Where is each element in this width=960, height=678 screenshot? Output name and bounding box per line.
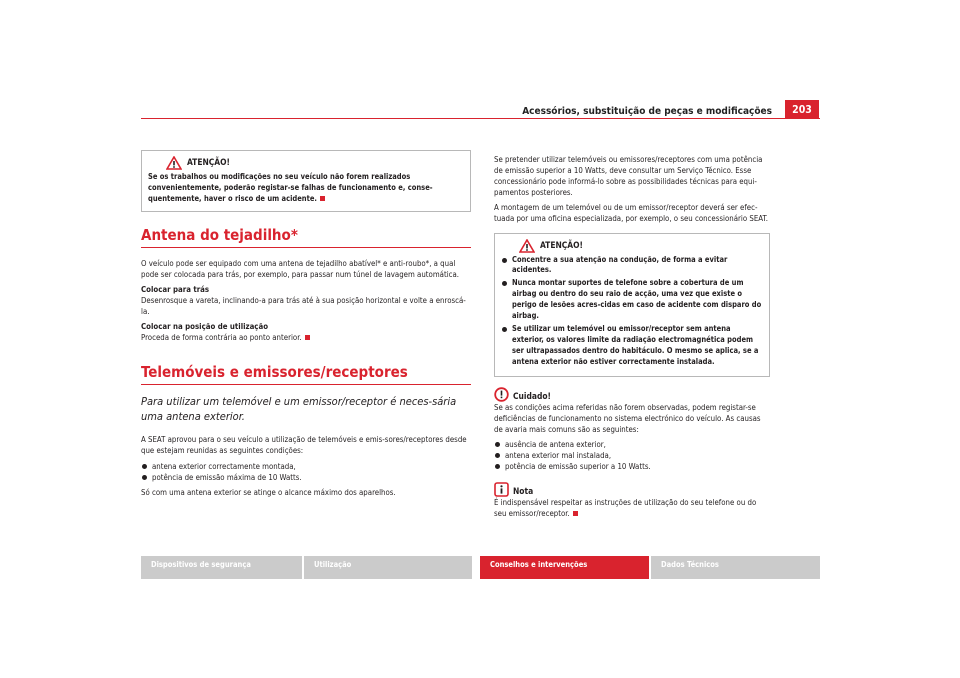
antenna-text2: Proceda de forma contrária ao ponto anterior. bbox=[141, 332, 471, 343]
page-number: 203 bbox=[785, 100, 819, 119]
footer-tab-advice[interactable]: Conselhos e intervenções bbox=[480, 556, 649, 579]
end-marker bbox=[573, 511, 578, 516]
header-rule bbox=[141, 118, 820, 119]
list-item: antena exterior correctamente montada, bbox=[141, 461, 471, 472]
antenna-sub2: Colocar na posição de utilização bbox=[141, 322, 269, 332]
list-item: Concentre a sua atenção na condução, de forma a evitar acidentes. bbox=[501, 255, 763, 277]
footer-tab-technical-data[interactable]: Dados Técnicos bbox=[651, 556, 820, 579]
warning-header bbox=[148, 156, 464, 170]
phones-outro: Só com uma antena exterior se atinge o alcance máximo dos aparelhos. bbox=[141, 487, 396, 497]
phones-intro: A SEAT aprovou para o seu veículo a utilização de telemóveis e emis-sores/receptores desde que estejam reunidas as seguintes condições: bbox=[141, 435, 467, 456]
note-text: É indispensável respeitar as instruções de utilização do seu telefone ou do seu emissor/receptor. bbox=[494, 498, 757, 519]
list-item: antena exterior mal instalada, bbox=[494, 450, 770, 461]
note-header bbox=[494, 482, 770, 497]
list-item: ausência de antena exterior, bbox=[494, 439, 770, 450]
caution-icon bbox=[494, 387, 509, 402]
end-marker bbox=[305, 335, 310, 340]
caution-title: Cuidado! bbox=[513, 390, 551, 401]
warning-triangle-icon bbox=[519, 239, 535, 253]
antenna-text1: Desenrosque a vareta, inclinando-a para trás até à sua posição horizontal e volte a enroscá-la. bbox=[141, 296, 466, 317]
left-column bbox=[141, 150, 471, 502]
warning-box-2 bbox=[494, 233, 770, 377]
right-column bbox=[494, 154, 770, 523]
antenna-heading: Antena do tejadilho* bbox=[141, 226, 471, 248]
right-paragraph-1: Se pretender utilizar telemóveis ou emissores/receptores com uma potência de emissão superior a 10 Watts, deve consultar um Serviço Técnico. Esse concessionário pode informá-lo sobre as possibilidades técnicas para equi-pamentos posteriores. bbox=[494, 155, 763, 198]
warning-title: ATENÇÃO! bbox=[540, 240, 583, 251]
antenna-intro: O veículo pode ser equipado com uma antena de tejadilho abatível* e anti-roubo*, a qual pode ser colocada para trás, por exemplo, para passar num túnel de lavagem automática. bbox=[141, 258, 460, 279]
list-item: Se utilizar um telemóvel ou emissor/receptor sem antena exterior, os valores limite da radiação electromagnética podem ser ultrapassados dentro do habitáculo. O mesmo se aplica, se a antena exterior não estiver correctamente instalada. bbox=[501, 324, 763, 368]
caution-text: Se as condições acima referidas não forem observadas, podem registar-se deficiências de funcionamento no sistema electrónico do veículo. As causas de avaria mais comuns são as seguintes: bbox=[494, 402, 761, 434]
warning-list bbox=[501, 255, 763, 368]
warning-title: ATENÇÃO! bbox=[187, 157, 230, 168]
phones-heading: Telemóveis e emissores/receptores bbox=[141, 363, 471, 385]
header-title: Acessórios, substituição de peças e modificações bbox=[522, 106, 772, 117]
phones-lead: Para utilizar um telemóvel e um emissor/receptor é neces-sária uma antena exterior. bbox=[141, 395, 457, 423]
antenna-sub1: Colocar para trás bbox=[141, 284, 210, 294]
warning-box bbox=[141, 150, 471, 212]
phones-conditions-list bbox=[141, 461, 471, 483]
warning-triangle-icon bbox=[166, 156, 182, 170]
list-item: potência de emissão superior a 10 Watts. bbox=[494, 461, 770, 472]
warning-text: Se os trabalhos ou modificações no seu veículo não forem realizados convenientemente, poderão registar-se falhas de funcionamento e, conse-quentemente, haver o risco de um acidente. bbox=[148, 172, 433, 203]
right-paragraph-2: A montagem de um telemóvel ou de um emissor/receptor deverá ser efec-tuada por uma oficina especializada, por exemplo, o seu concessionário SEAT. bbox=[494, 203, 769, 224]
note-icon bbox=[494, 482, 509, 497]
footer-tab-usage[interactable]: Utilização bbox=[304, 556, 472, 579]
end-marker bbox=[320, 196, 325, 201]
list-item: potência de emissão máxima de 10 Watts. bbox=[141, 472, 471, 483]
footer-tab-safety[interactable]: Dispositivos de segurança bbox=[141, 556, 302, 579]
list-item: Nunca montar suportes de telefone sobre a cobertura de um airbag ou dentro do seu raio de acção, uma vez que existe o perigo de lesões acres-cidas em caso de acidente com disparo do airbag. bbox=[501, 278, 763, 322]
caution-list bbox=[494, 439, 770, 472]
note-title: Nota bbox=[513, 486, 534, 497]
warning-header bbox=[501, 239, 763, 253]
caution-header bbox=[494, 387, 770, 402]
